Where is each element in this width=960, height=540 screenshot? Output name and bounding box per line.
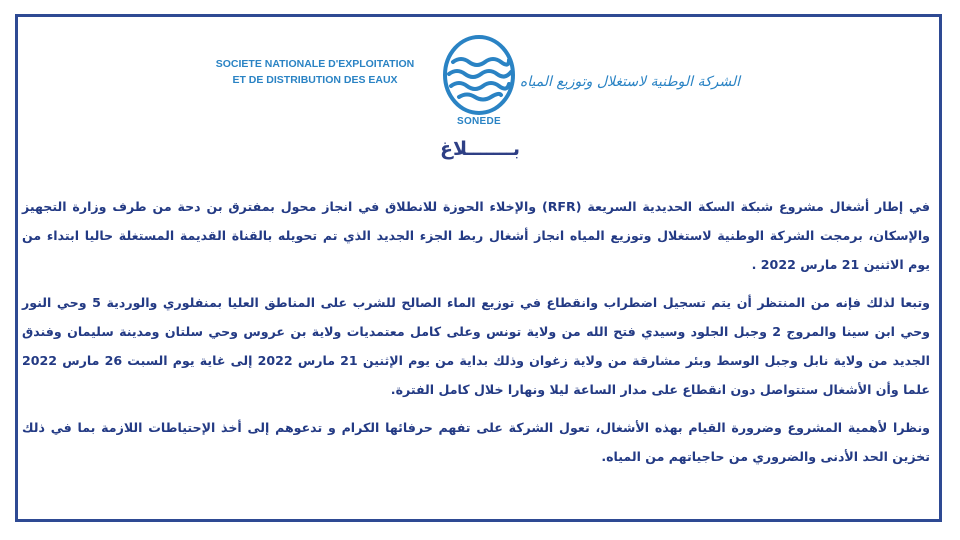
paragraph-1: في إطار أشغال مشروع شبكة السكة الحديدية السريعة (RFR) والإخلاء الحوزة للانطلاق في انجاز محول بمفترق بن دحة من طرف وزارة التجهيز والإسكان، برمجت الشركة الوطنية لاستغلال وتوزيع المياه انجاز أشغال ربط الجزء الجديد الذي تم تحويله بالقناة القديمة المستغلة حاليا ابتداء من يوم الاثنين 21 مارس 2022 . [22,199,930,272]
company-name-arabic: الشركة الوطنية لاستغلال وتوزيع المياه [519,74,740,90]
letterhead [0,20,960,130]
sonede-logo [439,34,519,134]
company-name-french-line1: SOCIETE NATIONALE D'EXPLOITATION [215,58,415,70]
logo-wordmark: SONEDE [456,116,502,127]
company-name-french [210,56,420,88]
water-waves-icon [439,34,519,116]
paragraph-3: ونظرا لأهمية المشروع وضرورة القيام بهذه الأشغال، تعول الشركة على تفهم حرفائها الكرام و تدعوهم إلى أخذ الإحتياطات اللازمة بما في ذلك تخزين الحد الأدنى والضروري من حاجياتهم من المياه. [22,420,930,464]
company-name-french-line2: ET DE DISTRIBUTION DES EAUX [232,74,398,86]
notice-title: بـــــــلاغ [440,138,520,160]
paragraph-2: وتبعا لذلك فإنه من المنتظر أن يتم تسجيل اضطراب وانقطاع في توزيع الماء الصالح للشرب على المناطق العليا بمنفلوري والوردية 5 وحي النور وحي ابن سينا والمروج 2 وجبل الجلود وسيدي فتح الله من ولاية تونس وعلى كامل معتمديات ولاية بن عروس وحي سلتان ومدينة سليمان وفندق الجديد من ولاية نابل وجبل الوسط وبئر مشارقة من ولاية زغوان وذلك بداية من يوم الإثنين 21 مارس 2022 إلى غاية يوم السبت 26 مارس 2022 علما وأن الأشغال ستتواصل دون انقطاع على مدار الساعة ليلا ونهارا خلال كامل الفترة. [22,295,931,397]
notice-body [22,192,930,480]
